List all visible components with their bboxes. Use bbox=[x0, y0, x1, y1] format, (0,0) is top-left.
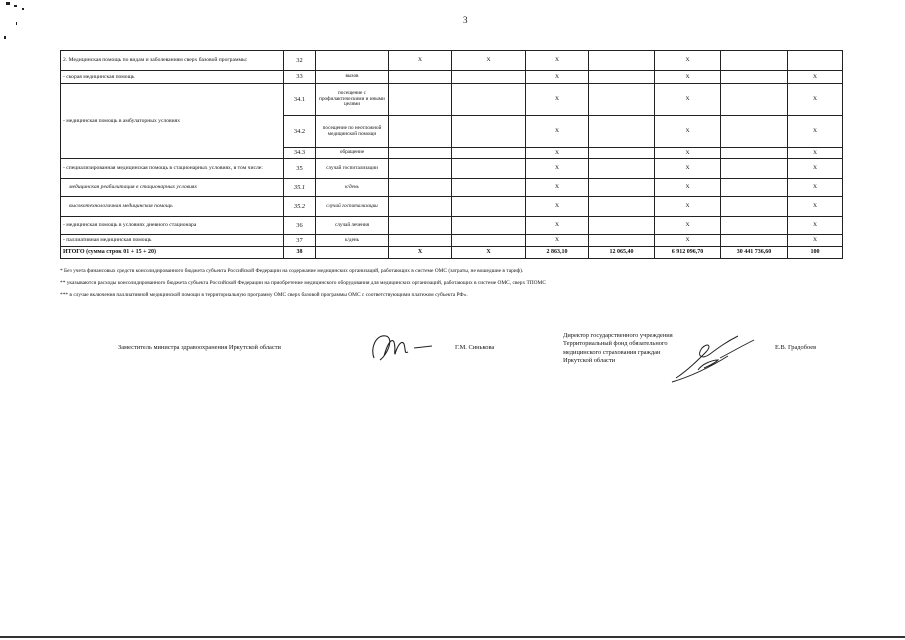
cell: X bbox=[788, 116, 843, 148]
cell: X bbox=[788, 197, 843, 217]
cell bbox=[452, 148, 526, 159]
cell: X bbox=[655, 51, 721, 71]
cell: X bbox=[389, 247, 452, 259]
handwritten-signature-left bbox=[368, 328, 438, 368]
cell bbox=[452, 235, 526, 247]
cell bbox=[721, 116, 788, 148]
scan-speck bbox=[4, 36, 6, 39]
cell: X bbox=[526, 148, 589, 159]
cell: X bbox=[788, 217, 843, 235]
row-code: 38 bbox=[284, 247, 316, 259]
cell: X bbox=[788, 84, 843, 116]
cell bbox=[389, 148, 452, 159]
cell: X bbox=[526, 235, 589, 247]
cell: X bbox=[655, 235, 721, 247]
cell: X bbox=[526, 116, 589, 148]
cell: X bbox=[526, 159, 589, 179]
signatory-name-left: Г.М. Синькова bbox=[455, 344, 495, 351]
row-code: 34.1 bbox=[284, 84, 316, 116]
table-row bbox=[61, 197, 843, 217]
scan-speck bbox=[16, 22, 17, 25]
row-code: 35.2 bbox=[284, 197, 316, 217]
cell: X bbox=[655, 71, 721, 84]
cell bbox=[721, 179, 788, 197]
cell bbox=[389, 217, 452, 235]
cell: X bbox=[655, 148, 721, 159]
row-unit: случай лечения bbox=[316, 217, 389, 235]
cell bbox=[452, 116, 526, 148]
cell bbox=[589, 116, 655, 148]
cell bbox=[452, 159, 526, 179]
row-unit bbox=[316, 51, 389, 71]
cell bbox=[721, 217, 788, 235]
medical-care-table bbox=[60, 50, 843, 259]
signatory-position-left: Заместитель министра здравоохранения Иркутской области bbox=[118, 344, 281, 351]
row-code: 33 bbox=[284, 71, 316, 84]
cell: 30 441 736,60 bbox=[721, 247, 788, 259]
cell bbox=[389, 235, 452, 247]
row-code: 32 bbox=[284, 51, 316, 71]
row-unit: к/день bbox=[316, 235, 389, 247]
cell bbox=[589, 197, 655, 217]
table-row bbox=[61, 179, 843, 197]
row-name: - скорая медицинская помощь bbox=[61, 71, 284, 84]
cell bbox=[452, 179, 526, 197]
row-unit: посещение с профилактическими и иными целями bbox=[316, 84, 389, 116]
cell: X bbox=[526, 51, 589, 71]
cell: X bbox=[788, 71, 843, 84]
cell: 2 863,10 bbox=[526, 247, 589, 259]
page-number: 3 bbox=[463, 15, 468, 25]
cell: 6 912 096,70 bbox=[655, 247, 721, 259]
cell: X bbox=[452, 51, 526, 71]
cell bbox=[452, 71, 526, 84]
row-unit: случай госпитализации bbox=[316, 197, 389, 217]
handwritten-signature-right bbox=[668, 330, 758, 385]
cell: 12 065,40 bbox=[589, 247, 655, 259]
row-code: 34.3 bbox=[284, 148, 316, 159]
cell bbox=[589, 159, 655, 179]
cell bbox=[721, 148, 788, 159]
footnotes bbox=[60, 269, 850, 305]
cell: X bbox=[526, 197, 589, 217]
cell bbox=[589, 217, 655, 235]
cell: X bbox=[655, 159, 721, 179]
row-name: 2. Медицинская помощь по видам и заболеваниям сверх базовой программы: bbox=[61, 51, 284, 71]
cell: X bbox=[788, 179, 843, 197]
row-unit: случай госпитализации bbox=[316, 159, 389, 179]
cell: X bbox=[655, 84, 721, 116]
cell: X bbox=[788, 148, 843, 159]
cell: X bbox=[526, 217, 589, 235]
cell bbox=[589, 148, 655, 159]
cell: X bbox=[788, 235, 843, 247]
row-code: 36 bbox=[284, 217, 316, 235]
cell bbox=[721, 51, 788, 71]
position-line: Территориальный фонд обязательного bbox=[563, 340, 668, 348]
cell: X bbox=[655, 179, 721, 197]
row-unit: посещение по неотложной медицинской помощи bbox=[316, 116, 389, 148]
cell: X bbox=[526, 179, 589, 197]
cell bbox=[721, 71, 788, 84]
row-name: ИТОГО (сумма строк 01 + 15 + 20) bbox=[61, 247, 284, 259]
cell: X bbox=[452, 247, 526, 259]
cell: X bbox=[655, 197, 721, 217]
cell bbox=[589, 179, 655, 197]
cell bbox=[389, 197, 452, 217]
cell bbox=[452, 84, 526, 116]
cell bbox=[389, 116, 452, 148]
position-line: медицинского страхования граждан bbox=[563, 348, 661, 356]
row-unit: к/день bbox=[316, 179, 389, 197]
cell bbox=[389, 179, 452, 197]
row-name: - специализированная медицинская помощь в стационарных условиях, в том числе: bbox=[61, 159, 284, 179]
row-code: 37 bbox=[284, 235, 316, 247]
row-code: 34.2 bbox=[284, 116, 316, 148]
cell bbox=[389, 71, 452, 84]
table-row bbox=[61, 159, 843, 179]
position-line: Директор государственного учреждения bbox=[563, 332, 673, 339]
cell: X bbox=[389, 51, 452, 71]
row-unit: вызов bbox=[316, 71, 389, 84]
row-unit bbox=[316, 247, 389, 259]
cell bbox=[589, 71, 655, 84]
row-name: - медицинская помощь в амбулаторных условиях bbox=[61, 84, 284, 159]
table-row bbox=[61, 71, 843, 84]
cell bbox=[721, 197, 788, 217]
row-code: 35.1 bbox=[284, 179, 316, 197]
footnote: * Без учета финансовых средств консолидированного бюджета субъекта Российской Федерации на содержание медицинских организаций, работающих в системе ОМС (затраты, не вошедшие в тариф). bbox=[60, 268, 524, 274]
cell bbox=[589, 84, 655, 116]
table-row bbox=[61, 217, 843, 235]
cell bbox=[788, 51, 843, 71]
cell bbox=[389, 159, 452, 179]
cell: X bbox=[655, 116, 721, 148]
cell bbox=[721, 84, 788, 116]
position-line: Иркутской области bbox=[563, 356, 616, 364]
row-name: - медицинская помощь в условиях дневного стационара bbox=[61, 217, 284, 235]
table-row-total bbox=[61, 247, 843, 259]
cell bbox=[721, 235, 788, 247]
cell: X bbox=[788, 159, 843, 179]
table-row bbox=[61, 51, 843, 71]
cell: 100 bbox=[788, 247, 843, 259]
scan-bottom-edge bbox=[0, 636, 905, 638]
cell bbox=[452, 217, 526, 235]
cell: X bbox=[526, 84, 589, 116]
cell bbox=[589, 235, 655, 247]
row-unit: обращение bbox=[316, 148, 389, 159]
cell: X bbox=[655, 217, 721, 235]
cell bbox=[389, 84, 452, 116]
scan-speck bbox=[14, 5, 17, 7]
table-row bbox=[61, 84, 843, 116]
row-name: медицинская реабилитация в стационарных условиях bbox=[61, 179, 284, 197]
cell: X bbox=[526, 71, 589, 84]
scan-speck bbox=[22, 8, 24, 10]
cell bbox=[589, 51, 655, 71]
row-name: - паллиативная медицинская помощь bbox=[61, 235, 284, 247]
footnote: *** в случае включения паллиативной медицинской помощи в территориальную программу ОМС сверх базовой программы ОМС с соответствующими платежом субъекта РФ». bbox=[60, 292, 468, 298]
row-name: высокотехнологичная медицинская помощь bbox=[61, 197, 284, 217]
signatory-name-right: Е.В. Градобоев bbox=[775, 344, 817, 351]
table-row bbox=[61, 235, 843, 247]
scan-speck bbox=[6, 2, 10, 5]
row-code: 35 bbox=[284, 159, 316, 179]
footnote: ** указываются расходы консолидированного бюджета субъекта Российской Федерации на приобретение медицинского оборудования для медицинских организаций, работающих в системе ОМС, сверх ТПОМС bbox=[60, 280, 546, 286]
cell bbox=[721, 159, 788, 179]
cell bbox=[452, 197, 526, 217]
